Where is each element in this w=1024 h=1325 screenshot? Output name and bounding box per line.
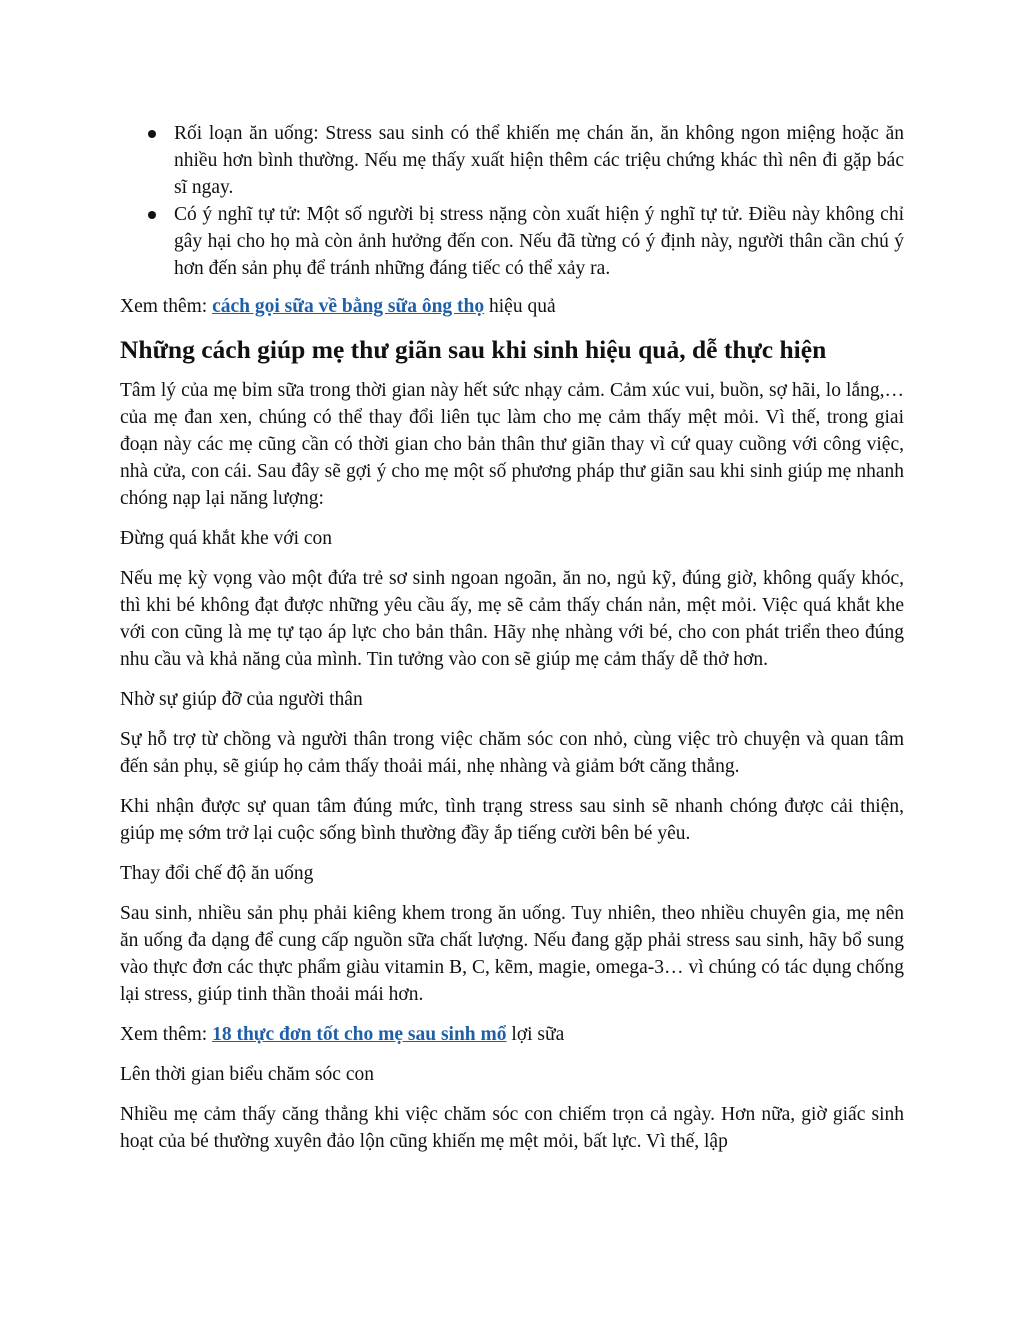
- bullet-icon: [148, 130, 156, 138]
- bullet-text: Có ý nghĩ tự tử: Một số người bị stress nặng còn xuất hiện ý nghĩ tự tử. Điều này không chỉ gây hại cho họ mà còn ảnh hưởng đến con. Nếu đã từng có ý định này, người thân cần chú ý hơn đến sản phụ để tránh những đáng tiếc có thể xảy ra.: [174, 204, 904, 279]
- bullet-text: Rối loạn ăn uống: Stress sau sinh có thể khiến mẹ chán ăn, ăn không ngon miệng hoặc ăn nhiều hơn bình thường. Nếu mẹ thấy xuất hiện thêm các triệu chứng khác thì nên đi gặp bác sĩ ngay.: [174, 123, 904, 198]
- body-paragraph: Sự hỗ trợ từ chồng và người thân trong việc chăm sóc con nhỏ, cùng việc trò chuyện và quan tâm đến sản phụ, sẽ giúp họ cảm thấy thoải mái, nhẹ nhàng và giảm bớt căng thẳng.: [120, 729, 904, 777]
- body-paragraph: Nếu mẹ kỳ vọng vào một đứa trẻ sơ sinh ngoan ngoãn, ăn no, ngủ kỹ, đúng giờ, không quấy khóc, thì khi bé không đạt được những yêu cầu ấy, mẹ sẽ cảm thấy chán nản, mệt mỏi. Việc quá khắt khe với con cũng là mẹ tự tạo áp lực cho bản thân. Hãy nhẹ nhàng với bé, cho con phát triển theo đúng nhu cầu và khả năng của mình. Tin tưởng vào con sẽ giúp mẹ cảm thấy dễ thở hơn.: [120, 568, 904, 670]
- see-also-paragraph: [120, 293, 904, 320]
- subsection-title: Lên thời gian biểu chăm sóc con: [120, 1064, 374, 1085]
- section-heading: Những cách giúp mẹ thư giãn sau khi sinh hiệu quả, dễ thực hiện: [120, 335, 827, 364]
- body-paragraph: Nhiều mẹ cảm thấy căng thẳng khi việc chăm sóc con chiếm trọn cả ngày. Hơn nữa, giờ giấc sinh hoạt của bé thường xuyên đảo lộn cũng khiến mẹ mệt mỏi, bất lực. Vì thế, lập: [120, 1104, 904, 1152]
- see-also-prefix: Xem thêm:: [120, 1024, 213, 1045]
- see-also-link[interactable]: 18 thực đơn tốt cho mẹ sau sinh mổ: [212, 1024, 507, 1045]
- list-item: [120, 201, 904, 282]
- intro-paragraph: Tâm lý của mẹ bỉm sữa trong thời gian này hết sức nhạy cảm. Cảm xúc vui, buồn, sợ hãi, lo lắng,… của mẹ đan xen, chúng có thể thay đổi liên tục làm cho mẹ cảm thấy mệt mỏi. Vì thế, trong giai đoạn này các mẹ cũng cần có thời gian cho bản thân thư giãn thay vì cứ quay cuồng với công việc, nhà cửa, con cái. Sau đây sẽ gợi ý cho mẹ một số phương pháp thư giãn sau khi sinh giúp mẹ nhanh chóng nạp lại năng lượng:: [120, 380, 904, 509]
- see-also-prefix: Xem thêm:: [120, 296, 213, 317]
- body-paragraph: Sau sinh, nhiều sản phụ phải kiêng khem trong ăn uống. Tuy nhiên, theo nhiều chuyên gia, mẹ nên ăn uống đa dạng để cung cấp nguồn sữa chất lượng. Nếu đang gặp phải stress sau sinh, hãy bổ sung vào thực đơn các thực phẩm giàu vitamin B, C, kẽm, magie, omega-3… vì chúng có tác dụng chống lại stress, giúp tinh thần thoải mái hơn.: [120, 903, 904, 1005]
- list-item: [120, 120, 904, 201]
- see-also-paragraph: [120, 1021, 904, 1048]
- body-paragraph: Khi nhận được sự quan tâm đúng mức, tình trạng stress sau sinh sẽ nhanh chóng được cải thiện, giúp mẹ sớm trở lại cuộc sống bình thường đầy ắp tiếng cười bên bé yêu.: [120, 796, 904, 844]
- see-also-link[interactable]: cách gọi sữa về bằng sữa ông thọ: [212, 296, 485, 317]
- see-also-suffix: lợi sữa: [506, 1024, 565, 1045]
- document-page: [120, 120, 904, 1168]
- symptom-list: [120, 120, 904, 282]
- subsection-title: Đừng quá khắt khe với con: [120, 528, 333, 549]
- see-also-suffix: hiệu quả: [484, 296, 556, 317]
- subsection-title: Thay đổi chế độ ăn uống: [120, 863, 314, 884]
- bullet-icon: [148, 211, 156, 219]
- subsection-title: Nhờ sự giúp đỡ của người thân: [120, 689, 363, 710]
